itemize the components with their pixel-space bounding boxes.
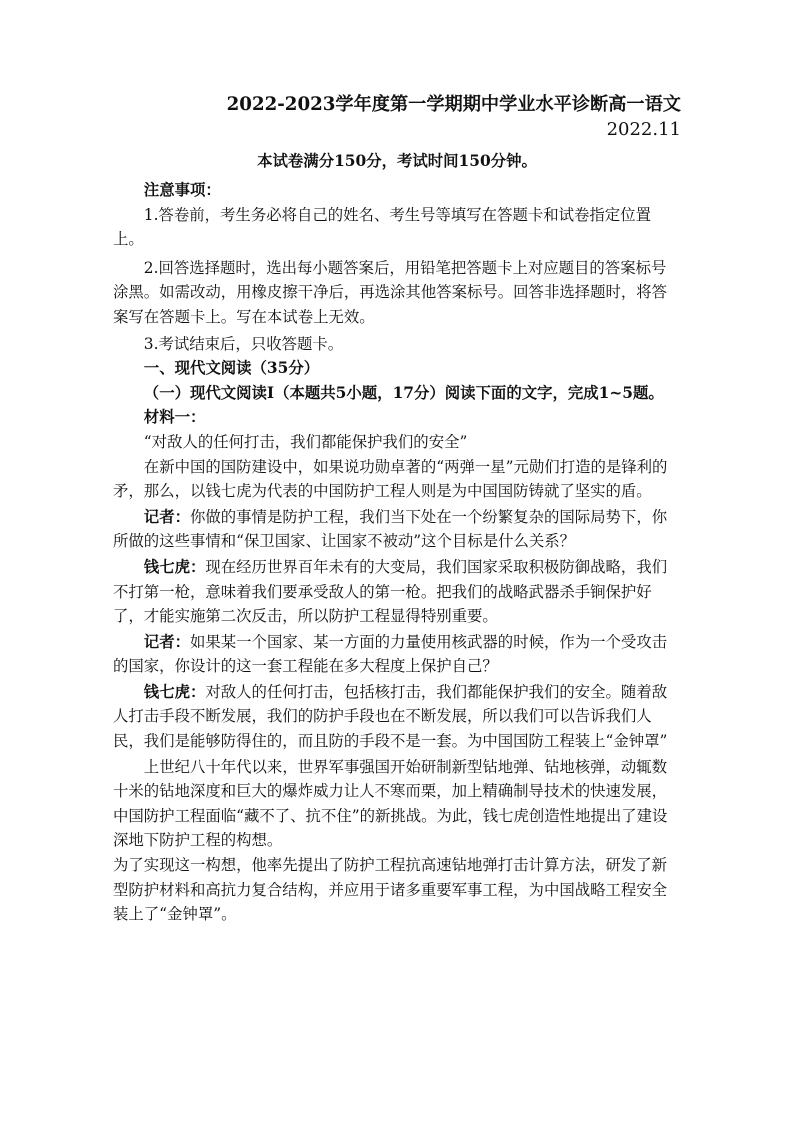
exam-instructions-summary: 本试卷满分150分，考试时间150分钟。 xyxy=(257,152,537,170)
exam-date: 2022.11 xyxy=(606,119,681,140)
dialogue-turn xyxy=(113,505,681,554)
notice-heading: 注意事项： xyxy=(143,181,221,199)
dialogue-turn xyxy=(113,680,681,754)
final-paragraph: 为了实现这一构想，他率先提出了防护工程抗高速钻地弹打击计算方法，研发了新型防护材料和高抗力复合结构，并应用于诸多重要军事工程，为中国战略工程安全装上了“金钟罩”。 xyxy=(113,856,668,924)
dialogue-text: 你做的事情是防护工程，我们当下处在一个纷繁复杂的国际局势下，你所做的这些事情和“保卫国家、让国家不被动”这个目标是什么关系？ xyxy=(113,507,668,551)
speaker-label: 记者： xyxy=(143,632,190,651)
dialogue-text: 现在经历世界百年未有的大变局，我们国家采取积极防御战略，我们不打第一枪，意味着我们要承受敌人的第一枪。把我们的战略武器杀手锏保护好了，才能实施第二次反击，所以防护工程显得特别重要。 xyxy=(113,557,668,626)
dialogue-turn xyxy=(113,630,681,679)
exam-title: 2022-2023学年度第一学期期中学业水平诊断高一语文 xyxy=(226,94,681,115)
document-body xyxy=(113,92,681,927)
material-heading: 材料一： xyxy=(143,408,206,427)
notice-item-2: 2.回答选择题时，选出每小题答案后，用铅笔把答题卡上对应题目的答案标号涂黑。如需改动，用橡皮擦干净后，再选涂其他答案标号。回答非选择题时，将答案写在答题卡上。写在本试卷上无效。 xyxy=(113,258,668,326)
material-quote: “对敌人的任何打击，我们都能保护我们的安全” xyxy=(143,432,468,451)
intro-paragraph: 在新中国的国防建设中，如果说功勋卓著的“两弹一星”元勋们打造的是锋利的矛，那么，以钱七虎为代表的中国防护工程人则是为中国国防铸就了坚实的盾。 xyxy=(113,457,668,501)
speaker-label: 钱七虎： xyxy=(143,682,206,701)
notice-item-1: 1.答卷前，考生务必将自己的姓名、考生号等填写在答题卡和试卷指定位置上。 xyxy=(113,205,651,249)
dialogue-text: 对敌人的任何打击，包括核打击，我们都能保护我们的安全。随着敌人打击手段不断发展，我们的防护手段也在不断发展，所以我们可以告诉我们人民，我们是能够防得住的，而且防的手段不是一套。为中国国防工程装上“金钟罩” xyxy=(113,682,668,751)
dialogue-text: 如果某一个国家、某一方面的力量使用核武器的时候，作为一个受攻击的国家，你设计的这一套工程能在多大程度上保护自己？ xyxy=(113,632,668,676)
notice-item-3: 3.考试结束后，只收答题卡。 xyxy=(143,334,344,353)
speaker-label: 钱七虎： xyxy=(143,557,206,576)
subsection-heading: （一）现代文阅读I（本题共5小题，17分）阅读下面的文字，完成1~5题。 xyxy=(143,383,664,402)
section-heading: 一、现代文阅读（35分） xyxy=(143,359,320,378)
history-paragraph: 上世纪八十年代以来，世界军事强国开始研制新型钻地弹、钻地核弹，动辄数十米的钻地深度和巨大的爆炸威力让人不寒而栗，加上精确制导技术的快速发展，中国防护工程面临“藏不了、抗不住”的新挑战。为此，钱七虎创造性地提出了建设深地下防护工程的构想。 xyxy=(113,757,668,850)
speaker-label: 记者： xyxy=(143,507,190,526)
dialogue-turn xyxy=(113,555,681,629)
